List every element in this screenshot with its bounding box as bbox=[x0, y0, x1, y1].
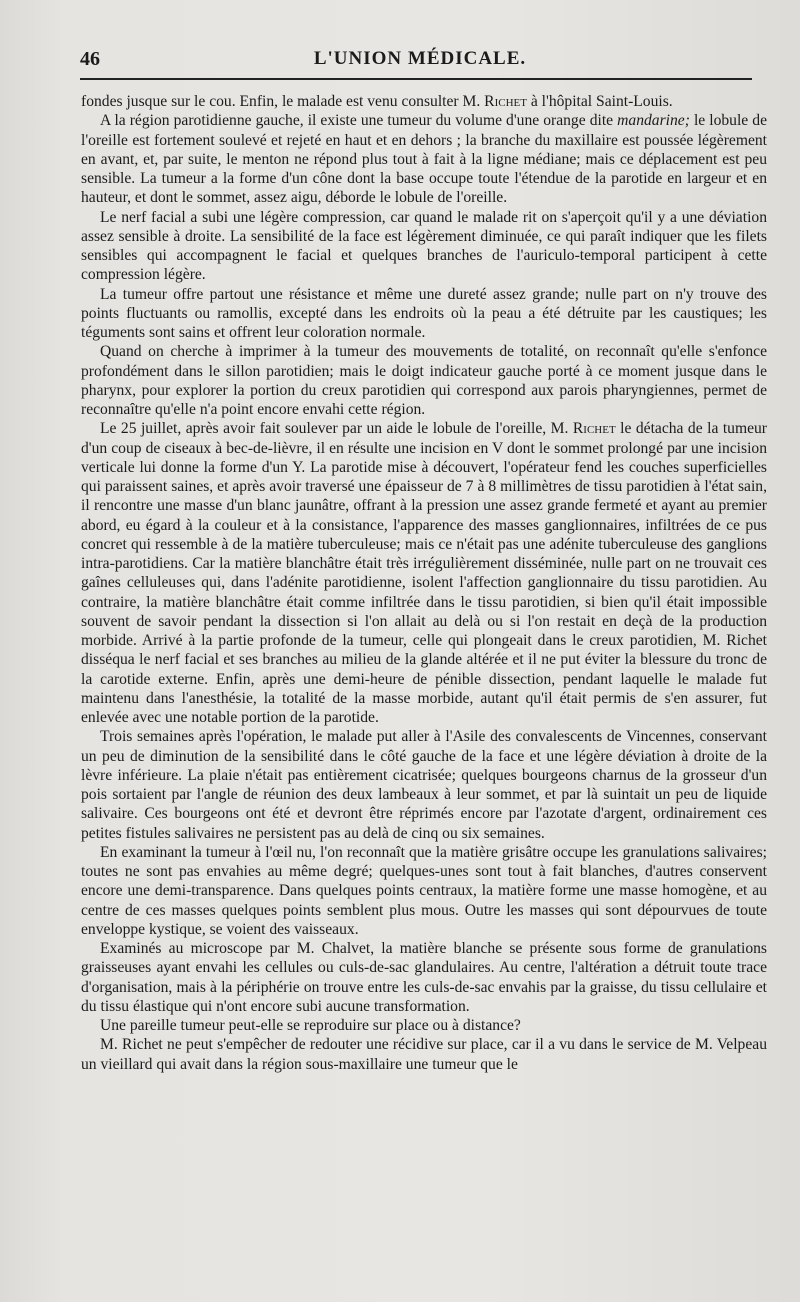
paragraph bbox=[81, 285, 767, 343]
paragraph-text: Une pareille tumeur peut-elle se reproduire sur place ou à distance? bbox=[100, 1017, 521, 1034]
person-name: Richet bbox=[572, 420, 616, 438]
header-rule bbox=[80, 78, 752, 80]
paragraph-text: le lobule de l'oreille est fortement soulevé et rejeté en haut et en dehors ; la branche du maxillaire est poussée légèrement en avant, et, par suite, le menton ne répond plus tout à fait à la ligne médiane; mais ce déplacement est peu sensible. La tumeur a la forme d'un cône dont la base occupe toute l'étendue de la parotide en largeur et en hauteur, et dont le sommet, assez aigu, déborde le lobule de l'oreille. bbox=[81, 112, 767, 207]
paragraph bbox=[81, 111, 767, 207]
paragraph bbox=[81, 419, 767, 727]
paragraph bbox=[81, 843, 767, 939]
paragraph-text: Trois semaines après l'opération, le malade put aller à l'Asile des convalescents de Vincennes, conservant un peu de diminution de la sensibilité dans le côté gauche de la face et une légère déviation à droite de la lèvre inférieure. La plaie n'était pas entièrement cicatrisée; quelques bourgeons charnus de la grosseur d'un pois sortaient par l'angle de réunion des deux lambeaux à leur sommet, et par là suintait un peu de liquide salivaire. Ces bourgeons ont été et devront être réprimés encore par l'azotate d'argent, ordinairement ces petites fistules salivaires ne persistent pas au delà de cinq ou six semaines. bbox=[81, 728, 767, 842]
paragraph-text: En examinant la tumeur à l'œil nu, l'on reconnaît que la matière grisâtre occupe les granulations salivaires; toutes ne sont pas envahies au même degré; quelques-unes sont tout à fait blanches, d'autres conservent encore une demi-transparence. Dans quelques points centraux, la matière forme une masse homogène, et au centre de ces masses quelques points semblent plus mous. Outre les masses qui sont dépourvues de toute enveloppe kystique, se voient des vaisseaux. bbox=[81, 843, 767, 938]
person-name: Richet bbox=[484, 93, 527, 110]
paragraph bbox=[81, 208, 767, 285]
italic-term: mandarine; bbox=[617, 112, 690, 130]
paragraph-text: M. Richet ne peut s'empêcher de redouter une récidive sur place, car il a vu dans le service de M. Velpeau un vieillard qui avait dans la région sous-maxillaire une tumeur que le bbox=[81, 1036, 767, 1073]
paragraph-text: Le nerf facial a subi une légère compression, car quand le malade rit on s'aperçoit qu'il y a une déviation assez sensible à droite. La sensibilité de la face est légèrement diminuée, ce qui paraît indiquer que les filets sensibles qui accompagnent le facial et quelques branches de l'auriculo-temporal participent à cette compression légère. bbox=[81, 208, 767, 284]
paragraph bbox=[81, 1016, 767, 1035]
paragraph-text: Examinés au microscope par M. Chalvet, la matière blanche se présente sous forme de granulations graisseuses ayant envahi les cellules ou culs-de-sac glandulaires. Au centre, l'altération a détruit toute trace d'organisation, mais à la périphérie on trouve entre les culs-de-sac envahis par la graisse, du tissu cellulaire et du tissu élastique qui n'ont encore subi aucune transformation. bbox=[81, 940, 767, 1015]
paragraph-text: Quand on cherche à imprimer à la tumeur des mouvements de totalité, on reconnaît qu'elle s'enfonce profondément dans le sillon parotidien; mais le doigt indicateur gauche porté à ce moment jusque dans le pharynx, pour explorer la portion du creux parotidien qui correspond aux parois pharyngiennes, permet de reconnaître qu'elle n'a point encore envahi cette région. bbox=[81, 343, 767, 418]
article-body bbox=[81, 92, 767, 1074]
paragraph-text: à l'hôpital Saint-Louis. bbox=[526, 93, 673, 110]
paragraph-text: La tumeur offre partout une résistance et même une dureté assez grande; nulle part on n'y trouve des points fluctuants ou ramollis, excepté dans les endroits où la peau a été détruite par les caustiques; les téguments sont sains et offrent leur coloration normale. bbox=[81, 285, 767, 341]
running-head: L'UNION MÉDICALE. bbox=[313, 48, 527, 69]
paragraph bbox=[81, 92, 767, 111]
paragraph-text: Le 25 juillet, après avoir fait soulever par un aide le lobule de l'oreille, M. bbox=[100, 420, 573, 438]
paragraph bbox=[81, 342, 767, 419]
paragraph-text: fondes jusque sur le cou. Enfin, le malade est venu consulter M. bbox=[81, 93, 485, 110]
paragraph bbox=[81, 1035, 767, 1074]
paragraph-text: A la région parotidienne gauche, il existe une tumeur du volume d'une orange dite bbox=[100, 112, 618, 130]
page-header bbox=[80, 44, 760, 74]
paragraph bbox=[81, 939, 767, 1016]
paragraph-text: le détacha de la tumeur d'un coup de ciseaux à bec-de-lièvre, il en résulte une incision en V dont le sommet prolongé par une incision verticale lui donne la forme d'un Y. La parotide mise à découvert, l'opérateur fend les couches superficielles qui paraissent saines, et après avoir traversé une épaisseur de 7 à 8 millimètres de tissu parotidien à l'état sain, il rencontre une masse d'un blanc jaunâtre, offrant à la pression une assez grande fermeté et ayant au premier abord, eu égard à la couleur et à la consistance, l'apparence des masses ganglionnaires, infiltrées de ce pus concret qui ressemble à de la matière tuberculeuse; mais ce n'était pas une adénite tuberculeuse des ganglions intra-parotidiens. Car la matière blanchâtre était très irrégulièrement disséminée, nulle part on ne trouvait ces gaînes celluleuses qui, dans l'adénite parotidienne, isolent l'affection ganglionnaire du tissu parotidien. Au contraire, la matière blanchâtre était comme infiltrée dans le tissu parotidien, si bien qu'il était impossible souvent de savoir pendant la dissection si l'on allait au delà ou si l'on restait en deçà de la production morbide. Arrivé à la partie profonde de la tumeur, celle qui plongeait dans le creux parotidien, M. Richet disséqua le nerf facial et ses branches au milieu de la glande altérée et il ne put éviter la blessure du tronc de la carotide externe. Enfin, après une demi-heure de pénible dissection, pendant laquelle le malade fut maintenu dans l'anesthésie, la totalité de la masse morbide, autant qu'il était permis de s'en assurer, fut enlevée avec une notable portion de la parotide. bbox=[81, 420, 767, 726]
paragraph bbox=[81, 727, 767, 843]
page-number: 46 bbox=[80, 48, 100, 70]
